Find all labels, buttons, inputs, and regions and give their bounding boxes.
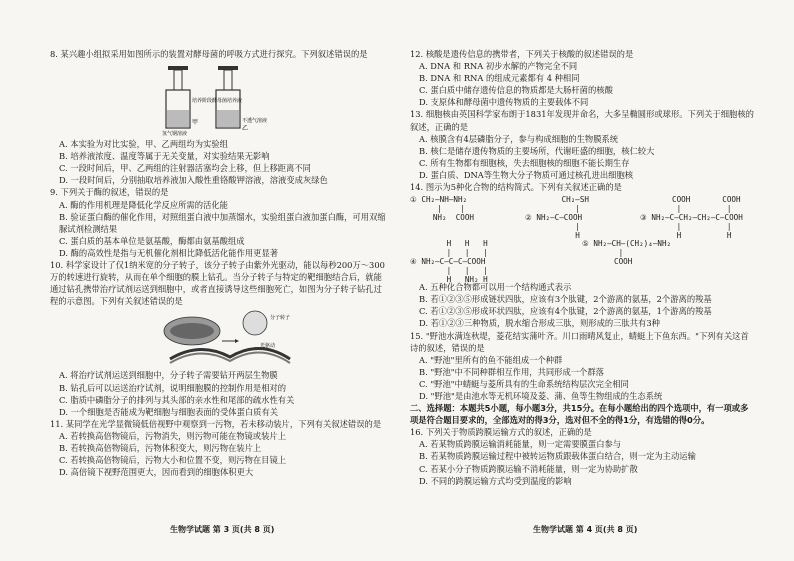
compound-1 [410,195,525,239]
compound-5-formula: ⑤ NH₂—CH—(CH₂)₄—NH₂ | COOH [582,239,672,267]
q14-stem: 14. 图示为5种化合物的结构简式。下列有关叙述正确的是 [410,182,622,193]
q10-opt-d: D. 一个细胞是否能成为靶细胞与细胞表面的受体蛋白质有关 [59,406,279,417]
compound-4-formula: H H H | | | ④ NH₂—C—C—C—COOH | | | H NH₂ H [410,239,488,285]
q15-opt-b: B. "野池"中不同种群相互作用，共同形成一个群落 [419,366,604,377]
compound-1-formula: ① CH₂—NH—NH₂ | | NH₂ COOH [410,195,475,223]
compound-5 [582,239,754,279]
q11-opt-a: A. 若转换高倍物镜后，污物消失，则污物可能在物镜或装片上 [59,430,286,441]
fig-label-yi: 乙 [242,125,249,133]
q13-opt-b: B. 核仁是储存遗传物质的主要场所，代谢旺盛的细胞，核仁较大 [419,145,655,156]
fig-label-right: 不透气溶液 [242,118,268,125]
q12-opt-a: A. DNA 和 RNA 初步水解的产物完全不同 [419,61,578,72]
left-column [50,48,390,478]
fig-label-rotor: 分子转子 [270,315,291,322]
q16-stem: 16. 下列关于物质跨膜运输方式的叙述，正确的是 [410,427,592,438]
q15-stem: 15. "野池水满连秋堤，菱花结实蒲叶齐。川口雨晴风复止，蜻蜓上下鱼东西。"下列有关这首诗的叙述，错误的是 [410,330,749,353]
q13-opt-a: A. 核膜含有4层磷脂分子，参与构成细胞的生物膜系统 [419,133,619,144]
q10-opt-c: C. 脂质中磷脂分子的排列与其头部的亲水性和尾部的疏水性有关 [59,394,295,405]
q15-opt-d: D. "野池"是由池水等无机环境及菱、蒲、鱼等生物组成的生态系统 [419,390,663,401]
q10-stem: 10. 科学家设计了仅1纳米宽的分子转子，该分子转子由紫外光驱动，能以每秒200万～300万的转速进行旋转，从而在单个细胞的膜上钻孔。当分子转子与特定的靶细胞结合后，就能通过钻孔携带治疗试剂运送到细胞中，或者直接诱导这些细胞死亡，如图为分子转子钻孔过程的示意图。下列有关叙述错误的是 [50,260,385,307]
q16-opt-d: D. 不同的跨膜运输方式均受到温度的影响 [419,475,572,486]
q12-opt-c: C. 蛋白质中储存遗传信息的物质都是大肠杆菌的核酸 [419,85,613,96]
q11-opt-b: B. 若转换高倍物镜后，污物体积变大，则污物在装片上 [59,442,262,453]
q11-opt-c: C. 若转换高倍物镜后，污物大小和位置不变，则污物在目镜上 [59,455,287,466]
q8-opt-c: C. 一段时间后，甲、乙两组的注射器活塞均会上移，但上移距离不同 [59,163,311,174]
fig-label-left: 氢气钢溶液 [162,131,188,137]
compound-3-formula: COOH COOH | | ③ NH₂—C—CH₂—CH₂—C—COOH | | H H [640,195,743,241]
right-column [410,48,755,487]
q9-opt-a: A. 酶的作用机理是降低化学反应所需的活化能 [59,199,228,210]
q9-opt-d: D. 酶的高效性是指与无机催化剂相比降低活化能作用更显著 [59,247,279,258]
q9-opt-c: C. 蛋白质的基本单位是氨基酸，酶都由氨基酸组成 [59,235,245,246]
q12-opt-d: D. 支原体和酵母菌中遗传物质的主要载体不同 [419,97,589,108]
q15-opt-c: C. "野池"中蜻蜓与菱所具有的生命系统结构层次完全相同 [419,378,629,389]
page-footer-left: 生物学试题 第 3 页(共 8 页) [170,525,275,534]
q11-opt-d: D. 高倍镜下视野范围更大，因而看到的细胞体积更大 [59,467,254,478]
q8-opt-a: A. 本实验为对比实验，甲、乙两组均为实验组 [59,139,228,150]
yeast-respiration-figure [160,62,390,136]
q9-stem: 9. 下列关于酶的叙述，错误的是 [50,187,169,198]
q14-opt-a: A. 五种化合物都可以用一个结构通式表示 [419,282,572,293]
fig-label-mid: 培养阶段酵母菌培养液 [192,98,243,105]
q9-opt-b: B. 验证蛋白酶的催化作用，对照组蛋白液中加蒸馏水，实验组蛋白液加蛋白酶，可用双缩脲试剂检测结果 [59,211,386,234]
q14-opt-c: C. 若①②③⑤形成环状四肽，应该有4个肽键，2个游离的氨基，1个游离的羧基 [419,306,712,317]
q15-opt-a: A. "野池"里所有的鱼不能组成一个种群 [419,354,563,365]
q8-stem: 8. 某兴趣小组拟采用如图所示的装置对酵母菌的呼吸方式进行探究。下列叙述错误的是 [50,49,368,59]
q16-opt-b: B. 若某物质跨膜运输过程中被转运物质跟载体蛋白结合，则一定为主动运输 [419,451,696,462]
q10-opt-a: A. 将治疗试剂运送到细胞中，分子转子需要钻开两层生物膜 [59,370,278,381]
q16-opt-a: A. 若某物质跨膜运输消耗能量，则一定需要膜蛋白参与 [419,439,622,450]
q8-opt-b: B. 培养液浓度、温度等属于无关变量，对实验结果无影响 [59,151,270,162]
q10-opt-b: B. 钻孔后可以运送治疗试剂，说明细胞膜的控制作用是相对的 [59,382,287,393]
q11-stem: 11. 某同学在光学显微镜低倍视野中观察到一污物，若未移动装片，下列有关叙述错误的是 [50,418,382,429]
section-2-heading: 二、选择题：本题共5小题，每小题3分，共15分。在每小题给出的四个选项中，有一项或多项是符合题目要求的，全部选对的得3分，选对但不全的得1分，有选错的得0分。 [410,403,749,426]
compound-2-formula: CH₂—SH | ② NH₂—C—COOH | H [525,195,590,241]
chemical-structures [410,195,755,285]
fig-label-jia: 甲 [192,119,199,127]
q8-opt-d: D. 一段时间后，分别抽取培养液加入酸性重铬酸钾溶液，溶液变成灰绿色 [59,175,328,186]
q13-opt-d: D. 蛋白质、DNA等生物大分子物质可通过核孔进出细胞核 [419,169,634,180]
compound-3 [640,195,755,239]
compound-4 [410,239,582,285]
fig-label-light: 光驱动 [260,343,276,350]
page-footer-right: 生物学试题 第 4 页(共 8 页) [533,525,638,534]
q13-stem: 13. 细胞核由英国科学家布朗于1831年发现并命名，大多呈椭圆形或球形。下列关于细胞核的叙述，正确的是 [410,109,754,132]
compound-2 [525,195,640,239]
q12-opt-b: B. DNA 和 RNA 的组成元素都有 4 种相同 [419,73,580,84]
q14-opt-d: D. 若①②③三种物质，脱水缩合形成三肽，则形成的三肽共有3种 [419,318,660,329]
q16-opt-c: C. 若某小分子物质跨膜运输不消耗能量，则一定为协助扩散 [419,463,638,474]
q13-opt-c: C. 所有生物都有细胞核，失去细胞核的细胞不能长期生存 [419,157,630,168]
q12-stem: 12. 核酸是遗传信息的携带者，下列关于核酸的叙述错误的是 [410,49,634,59]
q14-opt-b: B. 若①②③⑤形成链状四肽，应该有3个肽键，2个游离的氨基，2个游离的羧基 [419,294,712,305]
molecular-rotor-figure [160,309,390,367]
